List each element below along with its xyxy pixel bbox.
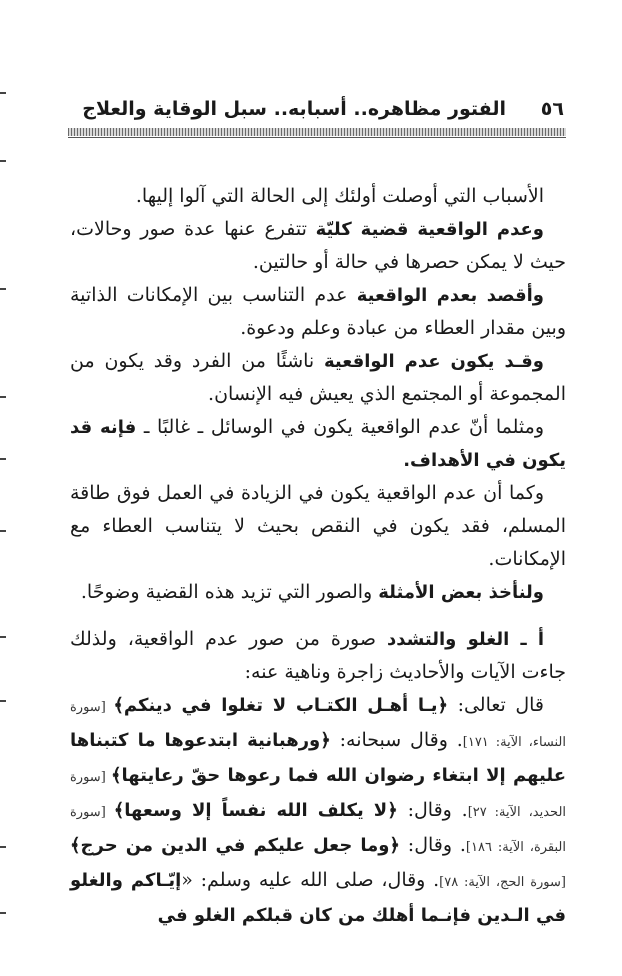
text-run: قال تعالى: — [448, 694, 544, 716]
paragraph — [70, 411, 566, 477]
text-run: . وقال: — [397, 799, 468, 821]
margin-mark — [0, 700, 6, 702]
paragraph — [70, 279, 566, 345]
text-run: صورة من صور عدم الواقعية، ولذلك جاءت الآيات والأحاديث زاجرة وناهية عنه: — [70, 628, 566, 683]
verse-reference: [سورة الحديد، الآية: ٢٧] — [70, 770, 567, 820]
verse-reference: [سورة الحج، الآية: ٧٨] — [439, 875, 566, 890]
paragraph — [70, 213, 566, 279]
margin-mark — [0, 846, 6, 848]
emphasis-text: ﴿وما جعل عليكم في الدين من حرج﴾ — [70, 835, 400, 856]
margin-mark — [0, 288, 6, 290]
page-header — [70, 96, 566, 124]
verse-reference: [سورة النساء، الآية: ١٧١] — [70, 700, 566, 750]
paragraph — [70, 689, 566, 932]
text-run: تتفرع عنها عدة صور وحالات، حيث لا يمكن حصرها في حالة أو حالتين. — [70, 218, 566, 273]
text-run: والصور التي تزيد هذه القضية وضوحًا. — [80, 581, 379, 603]
emphasis-text: أ ـ الغلو والتشدد — [386, 629, 545, 650]
verse-reference: [سورة البقرة، الآية: ١٨٦] — [70, 805, 566, 855]
emphasis-text: ﴿لا يكلف الله نفساً إلا وسعها﴾ — [113, 800, 398, 821]
paragraph — [70, 576, 566, 609]
text-run: ومثلما أنّ عدم الواقعية يكون في الوسائل ـ غالبًا ـ — [136, 416, 545, 438]
text-run: . وقال، صلى الله عليه وسلم: « — [181, 869, 440, 891]
emphasis-text: ﴿ورهبانية ابتدعوها ما كتبناها عليهم إلا ابتغاء رضوان الله فما رعوها حقّ رعايتها﴾ — [70, 730, 566, 786]
page-number: ٥٦ — [540, 98, 564, 120]
body-text — [70, 180, 566, 932]
emphasis-text: وعدم الواقعية قضية كليّة — [315, 219, 544, 240]
header-rule — [68, 128, 566, 136]
emphasis-text: ولنأخذ بعض الأمثلة — [378, 582, 544, 603]
emphasis-text: وقـد يكون عدم الواقعية — [324, 351, 544, 372]
margin-mark — [0, 396, 6, 398]
text-run: وكما أن عدم الواقعية يكون في الزيادة في العمل فوق طاقة المسلم، فقد يكون في النقص بحيث لا يتناسب العطاء مع الإمكانات. — [70, 482, 566, 570]
text-run: الأسباب التي أوصلت أولئك إلى الحالة التي آلوا إليها. — [135, 185, 544, 207]
margin-mark — [0, 458, 6, 460]
margin-mark — [0, 530, 6, 532]
margin-mark — [0, 636, 6, 638]
paragraph — [70, 477, 566, 576]
emphasis-text: إيّـاكم والغلو في الـدين فإنـما أهلك من كان قبلكم الغلو في — [70, 870, 566, 926]
emphasis-text: ﴿يـا أهـل الكتـاب لا تغلوا في دينكم﴾ — [113, 695, 449, 716]
running-title: الفتور مظاهره.. أسبابه.. سبل الوقاية والعلاج — [82, 98, 506, 120]
margin-mark — [0, 912, 6, 914]
text-run: . وقال سبحانه: — [330, 729, 463, 751]
margin-mark — [0, 92, 6, 94]
margin-mark — [0, 160, 6, 162]
text-run: . وقال: — [399, 834, 466, 856]
text-run: عدم التناسب بين الإمكانات الذاتية وبين مقدار العطاء من عبادة وعلم ودعوة. — [70, 284, 566, 339]
text-run: ناشئًا من الفرد وقد يكون من المجموعة أو المجتمع الذي يعيش فيه الإنسان. — [70, 350, 566, 405]
emphasis-text: فإنه قد يكون في الأهداف. — [70, 417, 566, 471]
paragraph — [70, 623, 566, 689]
emphasis-text: وأقصد بعدم الواقعية — [356, 285, 544, 306]
paragraph — [70, 345, 566, 411]
paragraph — [70, 180, 566, 213]
